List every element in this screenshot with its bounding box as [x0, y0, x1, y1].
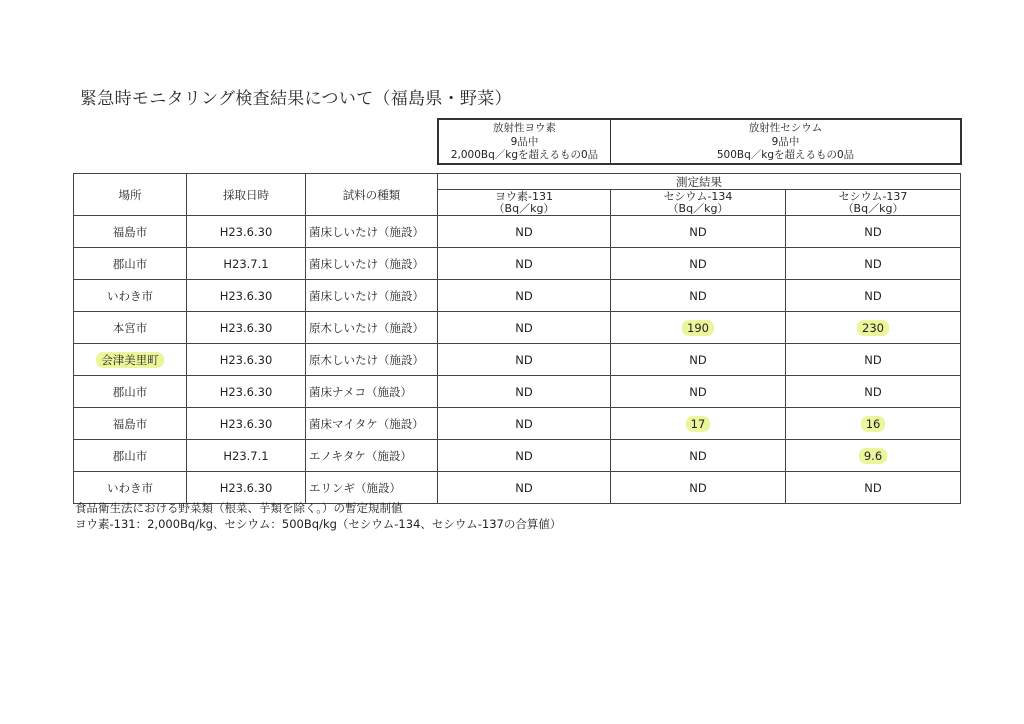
cell-sample — [306, 440, 438, 472]
cell-cesium-137-value: 16 — [861, 416, 886, 432]
cell-cesium-137-value: 230 — [857, 320, 889, 336]
summary-iodine-count: 9品中 — [510, 135, 539, 148]
header-results: 測定結果 — [438, 174, 961, 190]
cell-location-value: 本宮市 — [112, 320, 148, 335]
cell-date — [187, 440, 306, 472]
cell-sample-value: エノキタケ（施設） — [309, 448, 412, 463]
cell-iodine-131-value: ND — [515, 256, 533, 271]
cell-sample — [306, 216, 438, 248]
cell-date-value: H23.7.1 — [223, 256, 269, 271]
cell-sample-value: 菌床しいたけ（施設） — [309, 256, 424, 271]
cell-location-value: 郡山市 — [112, 448, 148, 463]
table-row — [74, 344, 961, 376]
cell-date — [187, 216, 306, 248]
header-cesium-137-unit: （Bq／kg） — [842, 201, 904, 215]
table-row — [74, 440, 961, 472]
cell-cesium-134 — [611, 216, 786, 248]
cell-cesium-134 — [611, 440, 786, 472]
cell-iodine-131 — [438, 408, 611, 440]
summary-cesium-label: 放射性セシウム — [748, 122, 823, 134]
cell-date — [187, 376, 306, 408]
cell-location — [74, 376, 187, 408]
cell-date-value: H23.7.1 — [223, 448, 269, 463]
cell-cesium-137 — [786, 440, 961, 472]
cell-date — [187, 280, 306, 312]
cell-date — [187, 408, 306, 440]
cell-iodine-131-value: ND — [515, 416, 533, 431]
cell-iodine-131 — [438, 216, 611, 248]
summary-iodine — [439, 120, 611, 163]
cell-iodine-131 — [438, 248, 611, 280]
cell-cesium-134 — [611, 312, 786, 344]
header-cesium-134-unit: （Bq／kg） — [667, 201, 729, 215]
cell-sample-value: 原木しいたけ（施設） — [309, 352, 424, 367]
header-cesium-137-label: セシウム-137 — [838, 189, 908, 203]
table-row — [74, 248, 961, 280]
cell-cesium-134-value: ND — [689, 384, 707, 399]
header-location: 場所 — [74, 174, 187, 216]
cell-cesium-137-value: ND — [864, 256, 882, 271]
cell-cesium-134-value: ND — [689, 352, 707, 367]
table-body — [74, 216, 961, 504]
cell-cesium-137 — [786, 280, 961, 312]
cell-date-value: H23.6.30 — [219, 416, 273, 431]
cell-sample — [306, 472, 438, 504]
cell-date — [187, 472, 306, 504]
summary-cesium — [611, 120, 960, 163]
cell-sample — [306, 376, 438, 408]
cell-cesium-134 — [611, 472, 786, 504]
cell-cesium-134 — [611, 248, 786, 280]
cell-iodine-131 — [438, 440, 611, 472]
cell-location-value: 郡山市 — [112, 384, 148, 399]
cell-iodine-131-value: ND — [515, 320, 533, 335]
notes — [75, 500, 561, 532]
cell-cesium-137 — [786, 216, 961, 248]
cell-iodine-131 — [438, 280, 611, 312]
cell-cesium-137-value: ND — [864, 480, 882, 495]
cell-date — [187, 312, 306, 344]
cell-location — [74, 312, 187, 344]
cell-cesium-137-value: ND — [864, 352, 882, 367]
cell-location — [74, 248, 187, 280]
cell-date — [187, 248, 306, 280]
header-cesium-134-label: セシウム-134 — [663, 189, 733, 203]
cell-sample — [306, 408, 438, 440]
cell-sample-value: 原木しいたけ（施設） — [309, 320, 424, 335]
cell-cesium-134 — [611, 408, 786, 440]
table-row — [74, 312, 961, 344]
cell-cesium-134-value: ND — [689, 480, 707, 495]
cell-cesium-137 — [786, 376, 961, 408]
cell-iodine-131 — [438, 472, 611, 504]
note-line-1: 食品衛生法における野菜類（根菜、芋類を除く。）の暫定規制値 — [75, 501, 403, 515]
cell-location — [74, 344, 187, 376]
cell-sample-value: 菌床しいたけ（施設） — [309, 288, 424, 303]
cell-location-value: 郡山市 — [112, 256, 148, 271]
cell-cesium-137-value: ND — [864, 384, 882, 399]
table-row — [74, 280, 961, 312]
cell-sample-value: 菌床マイタケ（施設） — [309, 416, 424, 431]
cell-cesium-137-value: ND — [864, 224, 882, 239]
cell-sample-value: エリンギ（施設） — [309, 480, 401, 495]
cell-location — [74, 440, 187, 472]
summary-iodine-label: 放射性ヨウ素 — [493, 122, 556, 134]
cell-sample-value: 菌床しいたけ（施設） — [309, 224, 424, 239]
summary-cesium-count: 9品中 — [771, 135, 800, 148]
table-row — [74, 216, 961, 248]
cell-iodine-131-value: ND — [515, 352, 533, 367]
cell-location-value: いわき市 — [107, 480, 153, 495]
cell-cesium-134-value: ND — [689, 256, 707, 271]
cell-location-value: 福島市 — [112, 224, 148, 239]
table-row — [74, 408, 961, 440]
cell-cesium-137 — [786, 248, 961, 280]
cell-cesium-134 — [611, 280, 786, 312]
cell-location — [74, 216, 187, 248]
cell-date — [187, 344, 306, 376]
header-sample: 試料の種類 — [306, 174, 438, 216]
summary-cesium-criterion: 500Bq／kgを超えるもの0品 — [716, 149, 855, 161]
cell-cesium-134-value: 190 — [682, 320, 714, 336]
cell-cesium-134-value: ND — [689, 224, 707, 239]
cell-sample-value: 菌床ナメコ（施設） — [309, 384, 413, 399]
header-date: 採取日時 — [187, 174, 306, 216]
cell-cesium-134-value: ND — [689, 448, 707, 463]
cell-sample — [306, 280, 438, 312]
cell-location-value: いわき市 — [107, 288, 153, 303]
cell-iodine-131 — [438, 312, 611, 344]
cell-cesium-134-value: 17 — [686, 416, 711, 432]
page-title: 緊急時モニタリング検査結果について（福島県・野菜） — [80, 89, 512, 109]
cell-cesium-137 — [786, 344, 961, 376]
table-row — [74, 376, 961, 408]
header-iodine-131-unit: （Bq／kg） — [493, 201, 555, 215]
summary-iodine-criterion: 2,000Bq／kgを超えるもの0品 — [450, 149, 599, 161]
cell-cesium-134 — [611, 376, 786, 408]
cell-date-value: H23.6.30 — [219, 480, 273, 495]
header-cesium-137 — [786, 190, 961, 216]
cell-iodine-131 — [438, 376, 611, 408]
cell-date-value: H23.6.30 — [219, 288, 273, 303]
cell-location — [74, 472, 187, 504]
header-iodine-131 — [438, 190, 611, 216]
cell-iodine-131-value: ND — [515, 384, 533, 399]
cell-date-value: H23.6.30 — [219, 224, 273, 239]
note-line-2: ヨウ素-131：2,000Bq/kg、セシウム：500Bq/kg（セシウム-134、セシウム-137の合算値） — [75, 517, 562, 531]
cell-cesium-137 — [786, 312, 961, 344]
summary-box — [437, 118, 962, 165]
cell-sample — [306, 344, 438, 376]
cell-date-value: H23.6.30 — [219, 320, 273, 335]
cell-iodine-131 — [438, 344, 611, 376]
cell-cesium-137-value: 9.6 — [859, 448, 887, 464]
table-row — [74, 472, 961, 504]
header-iodine-131-label: ヨウ素-131 — [495, 189, 553, 203]
cell-iodine-131-value: ND — [515, 224, 533, 239]
cell-date-value: H23.6.30 — [219, 352, 273, 367]
cell-date-value: H23.6.30 — [219, 384, 273, 399]
cell-cesium-137-value: ND — [864, 288, 882, 303]
cell-iodine-131-value: ND — [515, 448, 533, 463]
cell-cesium-137 — [786, 472, 961, 504]
cell-cesium-137 — [786, 408, 961, 440]
header-cesium-134 — [611, 190, 786, 216]
cell-sample — [306, 248, 438, 280]
cell-location — [74, 280, 187, 312]
cell-location — [74, 408, 187, 440]
cell-iodine-131-value: ND — [515, 480, 533, 495]
header-row — [74, 174, 961, 190]
results-table — [73, 173, 961, 504]
cell-sample — [306, 312, 438, 344]
cell-location-value: 会津美里町 — [96, 352, 164, 368]
cell-iodine-131-value: ND — [515, 288, 533, 303]
cell-cesium-134 — [611, 344, 786, 376]
cell-location-value: 福島市 — [112, 416, 148, 431]
cell-cesium-134-value: ND — [689, 288, 707, 303]
